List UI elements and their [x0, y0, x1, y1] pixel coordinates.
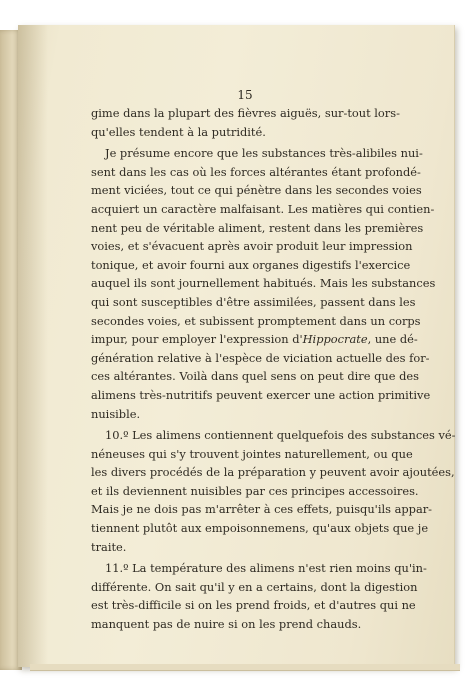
- text-line: traite.: [91, 539, 127, 554]
- text-line: nent peu de véritable aliment, restent dans les premières: [91, 220, 424, 235]
- text-line: nuisible.: [91, 406, 141, 421]
- paragraph-item-11: [91, 559, 427, 633]
- text-fragment: impur, pour employer l'expression d': [91, 332, 303, 347]
- page-number: 15: [237, 88, 253, 102]
- paragraph-continuation: [91, 104, 400, 141]
- italic-term: Hippocrate: [302, 332, 368, 347]
- text-line: et ils deviennent nuisibles par ces principes accessoires.: [91, 483, 419, 498]
- paragraph-substances: [91, 144, 436, 423]
- text-line: 11.º La température des alimens n'est rien moins qu'in-: [105, 561, 427, 576]
- text-line: différente. On sait qu'il y en a certains, dont la digestion: [91, 579, 418, 594]
- text-line: gime dans la plupart des fièvres aiguës, sur-tout lors-: [91, 106, 400, 120]
- text-line-with-italic: [91, 330, 418, 349]
- text-line: tiennent plutôt aux empoisonnemens, qu'aux objets que je: [91, 521, 429, 536]
- text-line: ment viciées, tout ce qui pénètre dans les secondes voies: [91, 183, 422, 198]
- page-bottom-edge: [30, 664, 460, 671]
- text-line: Mais je ne dois pas m'arrêter à ces effets, puisqu'ils appar-: [91, 502, 433, 517]
- text-line: auquel ils sont journellement habitués. Mais les substances: [91, 276, 436, 291]
- text-line: les divers procédés de la préparation y peuvent avoir ajoutées,: [91, 465, 455, 480]
- paragraph-item-10: [91, 426, 456, 556]
- text-line: tonique, et avoir fourni aux organes digestifs l'exercice: [91, 257, 411, 272]
- text-line: qui sont susceptibles d'être assimilées, passent dans les: [91, 294, 416, 309]
- text-line: sent dans les cas où les forces altérantes étant profondé-: [91, 164, 421, 179]
- text-line: secondes voies, et subissent promptement dans un corps: [91, 313, 421, 328]
- text-line: acquiert un caractère malfaisant. Les matières qui contien-: [91, 201, 435, 216]
- text-line: qu'elles tendent à la putridité.: [91, 124, 266, 139]
- text-line: voies, et s'évacuent après avoir produit leur impression: [91, 239, 413, 254]
- text-line: ces altérantes. Voilà dans quel sens on peut dire que des: [91, 369, 419, 384]
- text-line: 10.º Les alimens contiennent quelquefois des substances vé-: [105, 428, 456, 443]
- text-fragment: , une dé-: [367, 332, 418, 347]
- text-line: Je présume encore que les substances très-alibiles nui-: [105, 146, 423, 161]
- text-line: génération relative à l'espèce de viciation actuelle des for-: [91, 350, 430, 365]
- text-line: manquent pas de nuire si on les prend chauds.: [91, 617, 362, 632]
- text-line: est très-difficile si on les prend froids, et d'autres qui ne: [91, 598, 416, 613]
- text-line: alimens très-nutritifs peuvent exercer une action primitive: [91, 387, 431, 402]
- page-text: [91, 88, 456, 637]
- text-line: néneuses qui s'y trouvent jointes naturellement, ou que: [91, 446, 413, 461]
